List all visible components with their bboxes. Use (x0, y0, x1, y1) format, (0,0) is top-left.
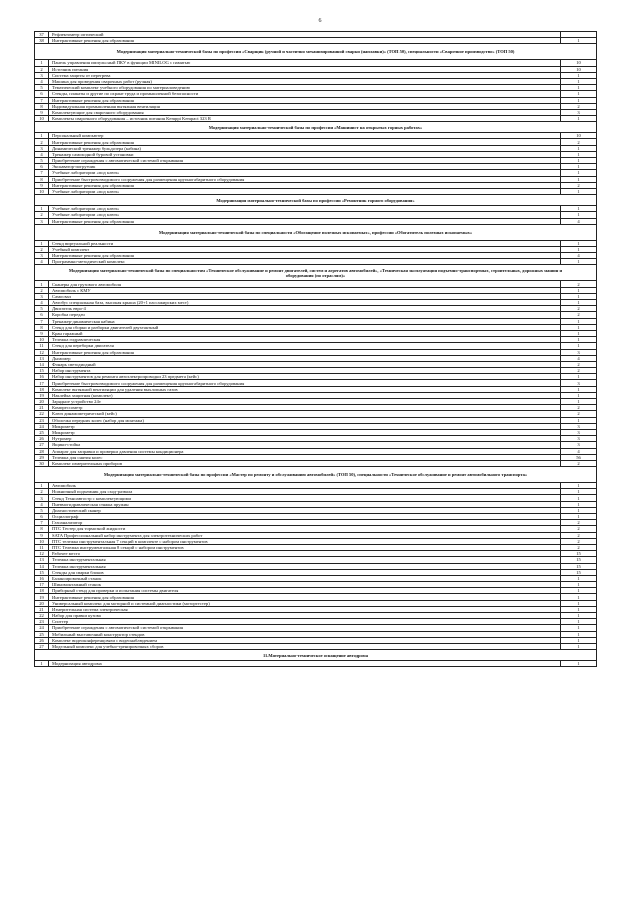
item-name: Универсальный комплекс для моторной и системной диагностики (мотортестер) (49, 600, 561, 606)
row-number: 17 (35, 582, 49, 588)
item-quantity: 2 (561, 103, 597, 109)
item-quantity: 1 (561, 625, 597, 631)
item-quantity: 1 (561, 337, 597, 343)
row-number: 26 (35, 637, 49, 643)
item-name: Ключ динамометрический (кейс) (49, 411, 561, 417)
item-quantity: 1 (561, 330, 597, 336)
row-number: 2 (35, 489, 49, 495)
section-header-row (35, 44, 597, 60)
item-name: Интерактивные решения для образования (49, 253, 561, 259)
item-name: Программно-методический комплекс (49, 259, 561, 265)
item-quantity: 1 (561, 637, 597, 643)
row-number: 9 (35, 182, 49, 188)
item-quantity: 1 (561, 170, 597, 176)
row-number: 3 (35, 218, 49, 224)
item-name: Дымомер (49, 355, 561, 361)
item-quantity: 1 (561, 188, 597, 194)
item-name: Набор для правки кузова (49, 613, 561, 619)
item-quantity: 1 (561, 116, 597, 122)
row-number: 10 (35, 188, 49, 194)
item-name: Интерактивные решения для образования (49, 594, 561, 600)
item-quantity: 1 (561, 78, 597, 84)
item-name: Панель управления импульсный ПКУ в функции MINILOG с памятью (49, 60, 561, 66)
item-name: Микрометр (49, 423, 561, 429)
item-name: Стенды, плакаты и другие по охране труда и промышленной безопасности (49, 91, 561, 97)
row-number: 13 (35, 355, 49, 361)
item-name: Тренажер самоходной буровой установки (49, 151, 561, 157)
item-quantity: 2 (561, 405, 597, 411)
section-title: Модернизация материально-технической базы по профессии «Сварщик (ручной и частично механизированной сварки (наплавки)» (ТОП 50), специальности «Сварочное производство» (ТОП 50) (35, 44, 597, 60)
section-title: Модернизация материально-технической базы по специальности «Обогащение полезных ископаемых», профессии «Обогатитель полезных ископаемых» (35, 224, 597, 240)
item-quantity: 15 (561, 563, 597, 569)
row-number: 1 (35, 661, 49, 667)
item-quantity: 1 (561, 417, 597, 423)
row-number: 22 (35, 613, 49, 619)
item-quantity: 15 (561, 551, 597, 557)
row-number: 9 (35, 532, 49, 538)
item-name: Динамический тренажер бульдозера (кабина) (49, 145, 561, 151)
section-header-row (35, 122, 597, 133)
item-name: Газоанализатор (49, 520, 561, 526)
item-name: ПТС тележка инструментальная 7 секций в комплекте с набором инструментов (49, 538, 561, 544)
item-name: Интерактивные решения для образования (49, 97, 561, 103)
row-number: 8 (35, 103, 49, 109)
item-name: Индивидуальная промышленная вытяжная вентиляция (49, 103, 561, 109)
item-quantity: 1 (561, 206, 597, 212)
row-number: 1 (35, 240, 49, 246)
item-name: Компрессометр (49, 405, 561, 411)
item-quantity: 1 (561, 514, 597, 520)
item-name: Аппарат для заправки и проверки давления системы кондиционера (49, 448, 561, 454)
item-name: Приобретение быстровозводимого сооружения для размещения крупногабаритного оборудования (49, 176, 561, 182)
item-name: Комплект видеоконференцсвязи с видеонаблюдением (49, 637, 561, 643)
item-name: Учебные лаборатории «под ключ» (49, 170, 561, 176)
item-quantity: 1 (561, 97, 597, 103)
item-quantity: 1 (561, 158, 597, 164)
item-name: Учебные лаборатории «под ключ» (49, 212, 561, 218)
section-title: Модернизация материально-технической базы по профессии «Мастер по ремонту и обслуживанию автомобилей» (ТОП 50), специальности «Техническое обслуживание и ремонт автомобильного транспорта» (35, 467, 597, 483)
row-number: 9 (35, 330, 49, 336)
row-number: 10 (35, 538, 49, 544)
item-name: Зарядное устройство 24v (49, 399, 561, 405)
item-name: Учебные лаборатории «под ключ» (49, 206, 561, 212)
item-quantity: 1 (561, 164, 597, 170)
item-name: Ящики-стойка (49, 442, 561, 448)
item-name: Источник питания (49, 66, 561, 72)
row-number: 13 (35, 557, 49, 563)
item-quantity: 1 (561, 600, 597, 606)
row-number: 3 (35, 145, 49, 151)
row-number: 4 (35, 151, 49, 157)
row-number: 20 (35, 600, 49, 606)
item-quantity: 1 (561, 38, 597, 44)
item-quantity: 1 (561, 343, 597, 349)
item-quantity: 1 (561, 176, 597, 182)
row-number: 17 (35, 380, 49, 386)
row-number: 26 (35, 436, 49, 442)
row-number: 21 (35, 405, 49, 411)
item-name: Система защиты от перегрева (49, 72, 561, 78)
section-title: Модернизация материально-технической базы по профессии «Ремонтник горного оборудования» (35, 195, 597, 206)
item-quantity: 1 (561, 287, 597, 293)
item-name: Стенды для сварки блоков (49, 569, 561, 575)
item-quantity: 2 (561, 281, 597, 287)
item-quantity: 10 (561, 66, 597, 72)
item-quantity: 10 (561, 60, 597, 66)
item-quantity: 3 (561, 436, 597, 442)
item-quantity: 3 (561, 429, 597, 435)
section-header-row (35, 224, 597, 240)
item-quantity: 15 (561, 557, 597, 563)
row-number: 4 (35, 300, 49, 306)
item-quantity: 2 (561, 460, 597, 466)
row-number: 2 (35, 66, 49, 72)
item-name: Ножничный подъемник для сход-развала (49, 489, 561, 495)
item-quantity: 3 (561, 380, 597, 386)
item-name: Приобретение ограждения с автоматической системой открывания (49, 625, 561, 631)
item-name: Интерактивные решения для образования (49, 38, 561, 44)
item-name: Споттер (49, 619, 561, 625)
item-name: Машина для проведения сварочных работ (ручная) (49, 78, 561, 84)
row-number: 4 (35, 259, 49, 265)
item-quantity: 1 (561, 246, 597, 252)
row-number: 1 (35, 206, 49, 212)
equipment-table (34, 31, 597, 667)
row-number: 14 (35, 361, 49, 367)
item-quantity: 1 (561, 613, 597, 619)
item-quantity: 2 (561, 411, 597, 417)
item-quantity: 3 (561, 442, 597, 448)
section-title: Модернизация материально-технической базы по профессии «Машинист на открытых горных работах» (35, 122, 597, 133)
item-quantity: 2 (561, 526, 597, 532)
row-number: 27 (35, 442, 49, 448)
item-name: Стенд виртуальной реальности (49, 240, 561, 246)
page-number: 6 (318, 18, 322, 24)
item-quantity: 1 (561, 575, 597, 581)
row-number: 37 (35, 32, 49, 38)
item-quantity: 4 (561, 218, 597, 224)
row-number: 7 (35, 520, 49, 526)
item-name: Мобильный выставочный конструктор стендов (49, 631, 561, 637)
item-name: Комплектующие для сварочного оборудования (49, 109, 561, 115)
row-number: 1 (35, 133, 49, 139)
item-name: Набор инструментов для ремонта автоэлектропроводки 23 предмета (кейс) (49, 374, 561, 380)
row-number: 2 (35, 139, 49, 145)
item-name: Рефлектометр оптический (49, 32, 561, 38)
item-quantity: 1 (561, 324, 597, 330)
row-number: 6 (35, 164, 49, 170)
row-number: 18 (35, 588, 49, 594)
item-name: Интерактивные решения для образования (49, 182, 561, 188)
item-name: Рабочее место (49, 551, 561, 557)
item-quantity: 4 (561, 253, 597, 259)
item-quantity: 1 (561, 631, 597, 637)
row-number: 19 (35, 594, 49, 600)
item-quantity: 1 (561, 392, 597, 398)
item-name: ПТС Тележка инструментальная 8 секций с набором инструментов (49, 544, 561, 550)
item-quantity: 1 (561, 643, 597, 649)
row-number: 3 (35, 253, 49, 259)
section-header-row (35, 265, 597, 281)
item-name: Персональный компьютер (49, 133, 561, 139)
row-number: 5 (35, 85, 49, 91)
row-number: 6 (35, 91, 49, 97)
table-row (35, 661, 597, 667)
item-name: Экскаватор-погрузчик (49, 164, 561, 170)
row-number: 8 (35, 176, 49, 182)
item-quantity: 2 (561, 182, 597, 188)
item-name: Стенд Техноавтостр с комплектующими (49, 495, 561, 501)
row-number: 8 (35, 526, 49, 532)
item-quantity: 1 (561, 582, 597, 588)
item-quantity: 4 (561, 448, 597, 454)
item-quantity: 3 (561, 349, 597, 355)
row-number: 25 (35, 631, 49, 637)
row-number: 22 (35, 411, 49, 417)
row-number: 5 (35, 158, 49, 164)
row-number: 6 (35, 514, 49, 520)
item-name: Тематический комплект учебного оборудования по материаловедению (49, 85, 561, 91)
item-name: Кран гаражный (49, 330, 561, 336)
item-name: Комплект вытяжной вентиляции для удаления выхлопных газов (49, 386, 561, 392)
item-quantity: 1 (561, 259, 597, 265)
item-name: Учебный комплект (49, 246, 561, 252)
item-quantity: 1 (561, 386, 597, 392)
item-name: Наклейка защитная (комплект) (49, 392, 561, 398)
item-name: Сканеры для грузового автомобиля (49, 281, 561, 287)
item-name: Самосвал (49, 293, 561, 299)
item-quantity: 1 (561, 495, 597, 501)
item-quantity: 1 (561, 240, 597, 246)
item-name: Балансировочный станок (49, 575, 561, 581)
row-number: 1 (35, 60, 49, 66)
row-number: 16 (35, 374, 49, 380)
row-number: 30 (35, 460, 49, 466)
item-quantity: 1 (561, 606, 597, 612)
item-name: SATA Профессиональный набор инструмента для электротехнических работ (49, 532, 561, 538)
item-quantity: 1 (561, 91, 597, 97)
item-name: Интерактивные решения для образования (49, 139, 561, 145)
item-name: Приобретение ограждения с автоматической системой открывания (49, 158, 561, 164)
row-number: 1 (35, 281, 49, 287)
item-quantity: 2 (561, 544, 597, 550)
item-name: Автомобиль (49, 483, 561, 489)
row-number: 14 (35, 563, 49, 569)
item-name: Коробка передач (49, 312, 561, 318)
item-name: Комплекты сварочного оборудования – источник питания Kemppi Kempact 323 R (49, 116, 561, 122)
item-name: Нутромер (49, 436, 561, 442)
item-name: Модельный комплекс для учебно-тренировочных сборов (49, 643, 561, 649)
row-number: 29 (35, 454, 49, 460)
item-quantity: 1 (561, 619, 597, 625)
item-name: Приборный стенд для проверки и испытания системы двигателя (49, 588, 561, 594)
row-number: 11 (35, 343, 49, 349)
row-number: 15 (35, 569, 49, 575)
item-quantity: 2 (561, 139, 597, 145)
item-quantity: 1 (561, 507, 597, 513)
item-quantity: 2 (561, 312, 597, 318)
item-name: Интерактивные решения для образования (49, 349, 561, 355)
item-quantity: 2 (561, 306, 597, 312)
item-name: Диагностический сканер (49, 507, 561, 513)
item-quantity: 1 (561, 145, 597, 151)
item-name: Модернизация автодрома (49, 661, 561, 667)
row-number: 3 (35, 495, 49, 501)
item-quantity: 1 (561, 293, 597, 299)
row-number: 3 (35, 293, 49, 299)
item-name: ПТС Тестер для тормозной жидкости (49, 526, 561, 532)
item-name: Фонарь светодиодный (49, 361, 561, 367)
row-number: 16 (35, 575, 49, 581)
row-number: 19 (35, 392, 49, 398)
item-quantity: 2 (561, 532, 597, 538)
item-quantity: 56 (561, 454, 597, 460)
item-quantity: 1 (561, 300, 597, 306)
row-number: 27 (35, 643, 49, 649)
row-number: 1 (35, 483, 49, 489)
row-number: 15 (35, 368, 49, 374)
item-name: Пневмогидравлическая стяжка пружин (49, 501, 561, 507)
item-name: Тележка инструментальная (49, 557, 561, 563)
item-name: Микрометр (49, 429, 561, 435)
row-number: 25 (35, 429, 49, 435)
row-number: 10 (35, 337, 49, 343)
item-name: Тележка инструментальная (49, 563, 561, 569)
item-quantity: 10 (561, 133, 597, 139)
item-quantity: 1 (561, 661, 597, 667)
row-number: 20 (35, 399, 49, 405)
row-number: 2 (35, 287, 49, 293)
row-number: 24 (35, 423, 49, 429)
row-number: 4 (35, 78, 49, 84)
item-quantity: 15 (561, 569, 597, 575)
item-name: Автомобиль с КМУ (49, 287, 561, 293)
row-number: 7 (35, 170, 49, 176)
row-number: 11 (35, 544, 49, 550)
row-number: 3 (35, 72, 49, 78)
item-quantity: 2 (561, 361, 597, 367)
row-number: 7 (35, 97, 49, 103)
row-number: 23 (35, 619, 49, 625)
row-number: 5 (35, 306, 49, 312)
row-number: 2 (35, 246, 49, 252)
item-quantity: 1 (561, 501, 597, 507)
equipment-table-body (35, 32, 597, 667)
item-quantity: 1 (561, 212, 597, 218)
item-name: Осциллограф (49, 514, 561, 520)
row-number: 9 (35, 109, 49, 115)
item-name: Интерактивные решения для образования (49, 218, 561, 224)
item-quantity: 1 (561, 318, 597, 324)
row-number: 28 (35, 448, 49, 454)
item-name: Оболочка передних колес (набор для монтажа) (49, 417, 561, 423)
section-title: Модернизация материально-технической базы по специальностям «Техническое обслуживание и ремонт двигателей, систем и агрегатов автомобилей», «Техническая эксплуатация подъемно-транспортных, строительных, дорожных машин и оборудования (по отраслям)» (35, 265, 597, 281)
item-quantity: 1 (561, 151, 597, 157)
item-quantity: 1 (561, 85, 597, 91)
row-number: 38 (35, 38, 49, 44)
item-name: Комплект измерительных приборов (49, 460, 561, 466)
section-title: 11.Материально-техническое оснащение автодрома (35, 650, 597, 661)
item-quantity: 3 (561, 423, 597, 429)
row-number: 8 (35, 324, 49, 330)
item-quantity: 1 (561, 588, 597, 594)
item-name: Стенд для сборки и разборки двигателей двухтактный (49, 324, 561, 330)
item-quantity: 1 (561, 483, 597, 489)
row-number: 12 (35, 349, 49, 355)
section-header-row (35, 650, 597, 661)
item-name: Тележка для снятия колес (49, 454, 561, 460)
item-name: Двигатель евро-4 (49, 306, 561, 312)
item-name: Автобус специальная база, высокая крыша (20+1 пассажирских мест) (49, 300, 561, 306)
row-number: 4 (35, 501, 49, 507)
item-name: Измерительная система электрическая (49, 606, 561, 612)
item-name: Учебные лаборатории «под ключ» (49, 188, 561, 194)
section-header-row (35, 195, 597, 206)
item-quantity: 2 (561, 520, 597, 526)
row-number: 2 (35, 212, 49, 218)
item-name: Набор инструмента (49, 368, 561, 374)
item-name: Шиномонтажный станок (49, 582, 561, 588)
item-name: Тренажер-динамическая кабина (49, 318, 561, 324)
item-quantity: 1 (561, 399, 597, 405)
item-quantity: 1 (561, 374, 597, 380)
item-name: Стенд для переборки двигателя (49, 343, 561, 349)
row-number: 21 (35, 606, 49, 612)
item-quantity: 1 (561, 594, 597, 600)
row-number: 10 (35, 116, 49, 122)
item-name: Приобретение быстровозводимого сооружения для размещения крупногабаритного оборудования (49, 380, 561, 386)
row-number: 6 (35, 312, 49, 318)
row-number: 23 (35, 417, 49, 423)
row-number: 18 (35, 386, 49, 392)
row-number: 5 (35, 507, 49, 513)
section-header-row (35, 467, 597, 483)
row-number: 24 (35, 625, 49, 631)
item-name: Тележка гидравлическая (49, 337, 561, 343)
item-quantity: 2 (561, 368, 597, 374)
item-quantity: 3 (561, 109, 597, 115)
row-number: 12 (35, 551, 49, 557)
item-quantity: 1 (561, 489, 597, 495)
item-quantity: 2 (561, 538, 597, 544)
item-quantity: 1 (561, 72, 597, 78)
item-quantity: 4 (561, 355, 597, 361)
row-number: 7 (35, 318, 49, 324)
